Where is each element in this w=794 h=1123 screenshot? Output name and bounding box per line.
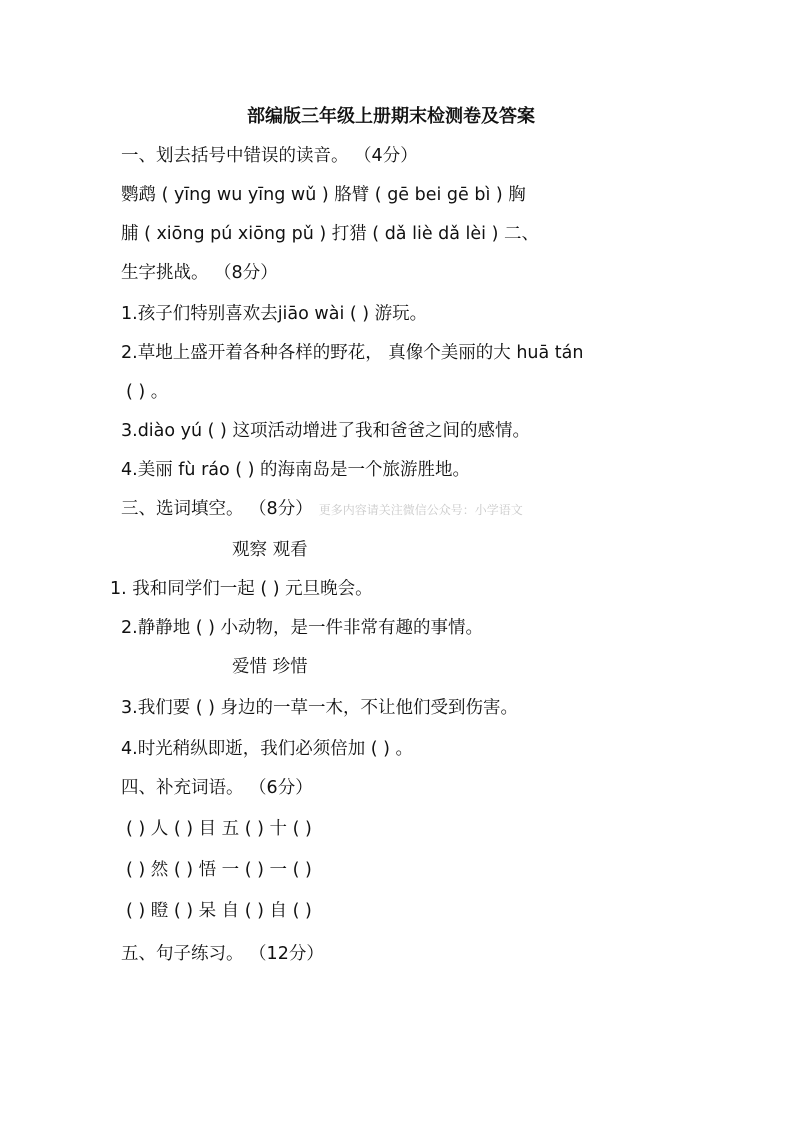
section-1-line-1: 鹦鹉 ( yīng wu yīng wǔ ) 胳臂 ( gē bei gē bì ) 胸 xyxy=(121,185,526,205)
section-3-word-choices-1: 观察 观看 xyxy=(232,540,308,560)
section-2-question-1: 1.孩子们特别喜欢去jiāo wài ( ) 游玩。 xyxy=(121,304,428,324)
section-3-question-4: 4.时光稍纵即逝，我们必须倍加 ( ) 。 xyxy=(121,739,414,759)
section-2-question-2: 2.草地上盛开着各种各样的野花， 真像个美丽的大 huā tán xyxy=(121,343,584,363)
section-3-heading: 三、选词填空。 （8分） xyxy=(121,499,313,519)
section-2-heading: 生字挑战。 （8分） xyxy=(121,263,278,283)
section-4-row-2: ( ) 然 ( ) 悟 一 ( ) 一 ( ) xyxy=(126,860,312,880)
watermark: 更多内容请关注微信公众号：小学语文 xyxy=(318,503,523,517)
page-title: 部编版三年级上册期末检测卷及答案 xyxy=(247,106,535,127)
section-3-question-1: 1. 我和同学们一起 ( ) 元旦晚会。 xyxy=(110,579,373,599)
section-3-question-3: 3.我们要 ( ) 身边的一草一木，不让他们受到伤害。 xyxy=(121,698,519,718)
section-1-line-2: 脯 ( xiōng pú xiōng pǔ ) 打猎 ( dǎ liè dǎ lèi ) 二、 xyxy=(121,224,539,244)
section-3-question-2: 2.静静地 ( ) 小动物，是一件非常有趣的事情。 xyxy=(121,618,484,638)
section-2-question-3: 3.diào yú ( ) 这项活动增进了我和爸爸之间的感情。 xyxy=(121,421,530,441)
section-4-row-1: ( ) 人 ( ) 目 五 ( ) 十 ( ) xyxy=(126,819,312,839)
section-5-heading: 五、句子练习。 （12分） xyxy=(121,944,324,964)
section-3-heading-row xyxy=(121,497,523,522)
section-4-heading: 四、补充词语。 （6分） xyxy=(121,778,313,798)
section-2-question-4: 4.美丽 fù ráo ( ) 的海南岛是一个旅游胜地。 xyxy=(121,460,471,480)
section-2-question-2-blank: ( ) 。 xyxy=(126,382,169,402)
section-1-heading: 一、划去括号中错误的读音。 （4分） xyxy=(121,146,418,166)
section-4-row-3: ( ) 瞪 ( ) 呆 自 ( ) 自 ( ) xyxy=(126,901,312,921)
section-3-word-choices-2: 爱惜 珍惜 xyxy=(232,657,308,677)
